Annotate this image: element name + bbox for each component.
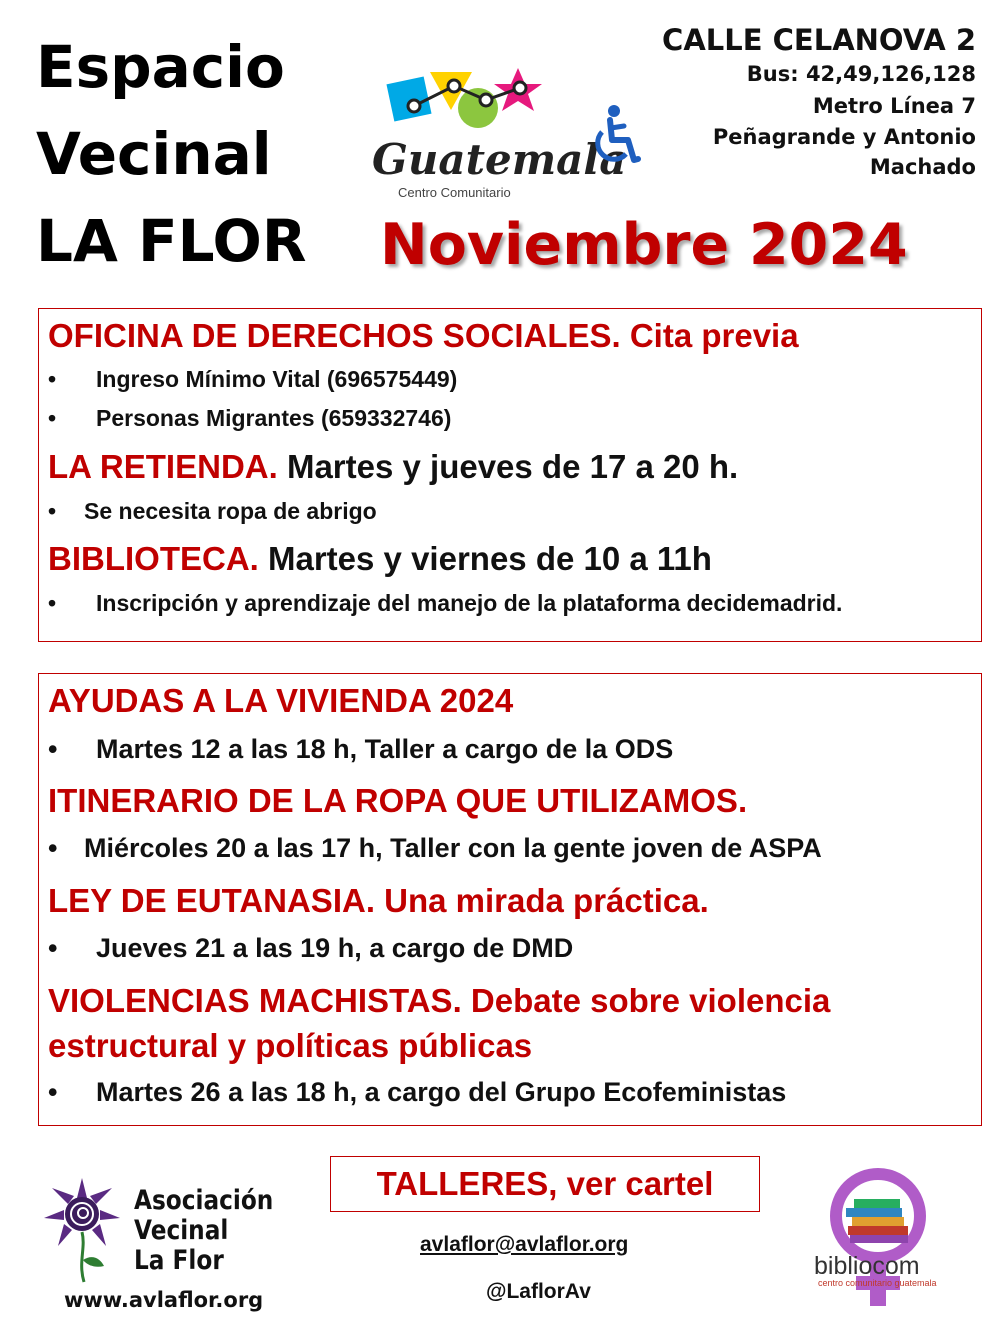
oficina-item-1: Ingreso Mínimo Vital (696575449) [96,366,458,392]
ayudas-heading: AYUDAS A LA VIVIENDA 2024 [48,682,514,719]
eutanasia-item-1: Jueves 21 a las 19 h, a cargo de DMD [96,933,574,963]
list-item [48,366,457,393]
asociacion-name [134,1186,273,1276]
address-station-2: Machado [869,155,976,179]
biblioteca-item-1: Inscripción y aprendizaje del manejo de la plataforma decidemadrid. [96,590,843,616]
website-link[interactable]: www.avlaflor.org [64,1288,264,1312]
itinerario-item-1: Miércoles 20 a las 17 h, Taller con la gente joven de ASPA [84,833,822,863]
asociacion-flower-logo [42,1176,122,1286]
oficina-item-2: Personas Migrantes (659332746) [96,405,452,431]
guatemala-logo [368,66,627,206]
page-title [36,24,307,285]
list-item [48,833,822,864]
email-link[interactable]: avlaflor@avlaflor.org [420,1233,629,1256]
title-line-2: Vecinal [36,120,272,188]
list-item [48,405,451,432]
violencias-heading-2: estructural y políticas públicas [48,1027,533,1064]
biblioteca-heading [48,540,712,578]
list-item [48,933,573,964]
list-item [48,734,673,765]
asociacion-line-2: Vecinal [134,1215,229,1246]
asociacion-line-1: Asociación [134,1185,274,1216]
biblioteca-title: BIBLIOTECA. [48,540,259,577]
retienda-title: LA RETIENDA. [48,448,278,485]
oficina-heading: OFICINA DE DERECHOS SOCIALES. Cita previa [48,317,799,354]
asociacion-line-3: La Flor [134,1245,224,1276]
bibliocom-subtitle: centro comunitario guatemala [818,1278,937,1288]
address-station-1: Peñagrande y Antonio [712,125,976,149]
eutanasia-heading: LEY DE EUTANASIA. Una mirada práctica. [48,882,709,919]
violencias-item-1: Martes 26 a las 18 h, a cargo del Grupo Ecofeministas [96,1077,787,1107]
retienda-heading [48,448,738,486]
list-item [48,498,377,525]
bullet: • [48,833,58,863]
title-line-3: LA FLOR [36,207,307,275]
ayudas-item-1: Martes 12 a las 18 h, Taller a cargo de la ODS [96,734,674,764]
list-item [48,590,842,617]
services-box [38,308,982,642]
month-heading: Noviembre 2024 [380,212,908,278]
bullet: • [48,498,57,524]
events-box [38,673,982,1126]
logo-subtitle: Centro Comunitario [398,185,511,200]
logo-name: Guatemala [372,135,627,184]
bullet: • [48,590,57,616]
retienda-schedule: Martes y jueves de 17 a 20 h. [277,448,739,485]
talleres-box: TALLERES, ver cartel [330,1156,760,1212]
bullet: • [48,1077,58,1107]
bibliocom-logo [808,1164,958,1309]
address-street: CALLE CELANOVA 2 [662,23,976,57]
address-metro: Metro Línea 7 [812,94,976,118]
address-block [662,22,976,182]
twitter-handle: @LaflorAv [486,1280,591,1303]
title-line-1: Espacio [36,33,285,101]
wheelchair-icon [584,104,640,170]
violencias-heading-1: VIOLENCIAS MACHISTAS. Debate sobre violencia [48,982,831,1019]
bullet: • [48,933,58,963]
bullet: • [48,366,57,392]
list-item [48,1077,786,1108]
address-bus: Bus: 42,49,126,128 [746,62,976,86]
bullet: • [48,405,57,431]
biblioteca-schedule: Martes y viernes de 10 a 11h [258,540,712,577]
bibliocom-name: bibliocom [814,1252,920,1280]
retienda-item-1: Se necesita ropa de abrigo [84,498,377,524]
itinerario-heading: ITINERARIO DE LA ROPA QUE UTILIZAMOS. [48,782,748,819]
books-icon [846,1199,908,1243]
bullet: • [48,734,58,764]
